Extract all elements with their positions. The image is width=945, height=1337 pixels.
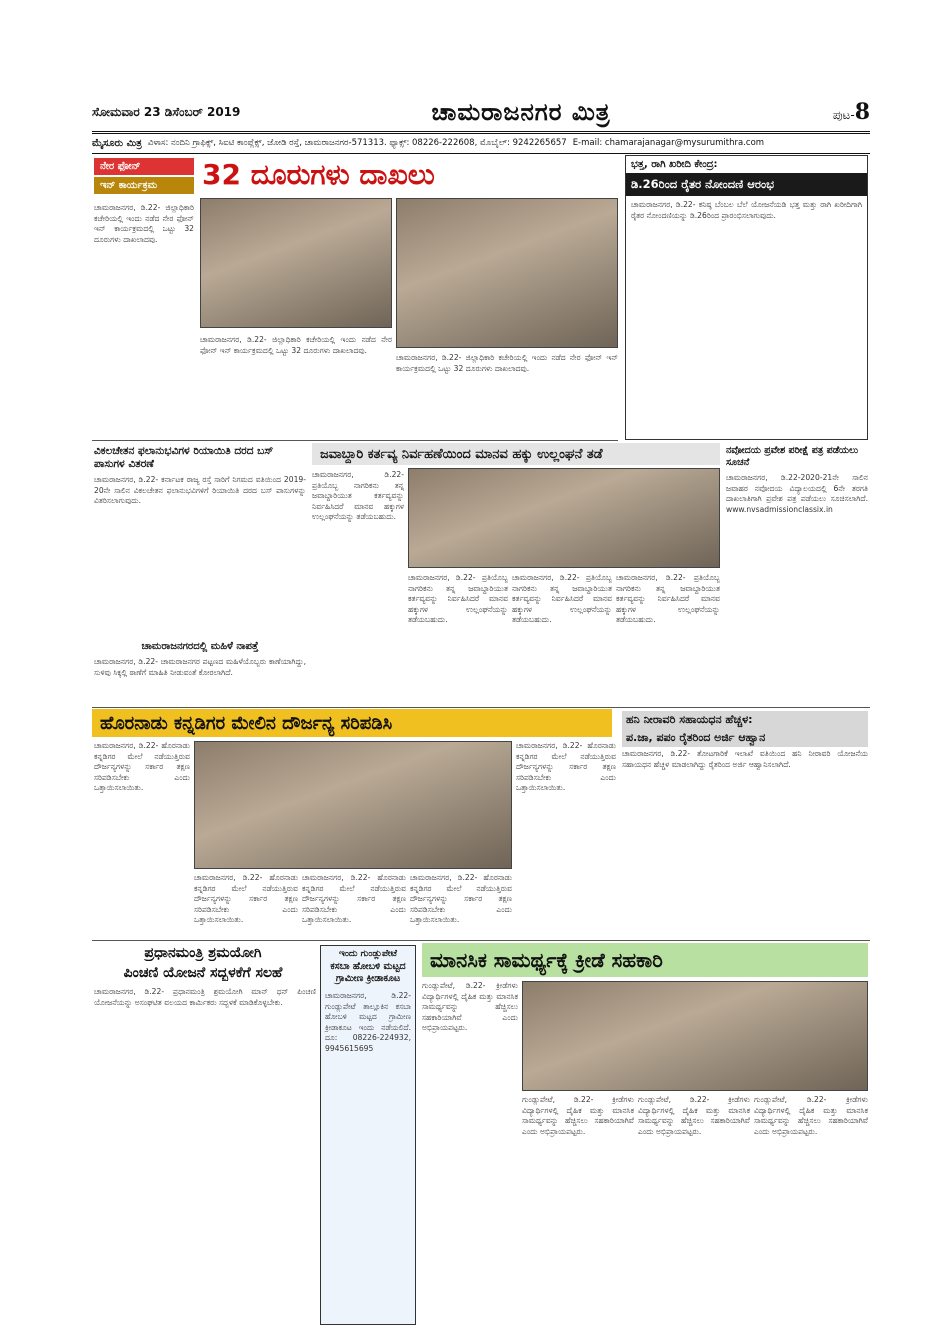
contact-rule <box>92 153 870 154</box>
honey-body: ಚಾಮರಾಜನಗರ, ಡಿ.22- ತೋಟಗಾರಿಕೆ ಇಲಾಖೆ ವತಿಯಿಂದ ಹನಿ ನೀರಾವರಿ ಯೋಜನೆಯ ಸಹಾಯಧನ ಹೆಚ್ಚಳ ಮಾಡಲಾಗಿದ್ದು ರೈತರಿಂದ ಅರ್ಜಿ ಆಹ್ವಾನಿಸಲಾಗಿದೆ. <box>622 749 868 769</box>
phone-in-tags <box>94 158 194 194</box>
address-line: ವಿಳಾಸ: ನಂದಿನಿ ಗ್ರಾಫಿಕ್ಸ್, ಸಿಐಟಿ ಕಾಂಪ್ಲೆಕ್ಸ್, ಜೋಡಿ ರಸ್ತೆ, ಚಾಮರಾಜನಗರ-571313. ಫ್ಯಾಕ್ಸ್: 08226-222608, ಮೊಬೈಲ್: 9242265657 <box>147 138 567 148</box>
missing-body: ಚಾಮರಾಜನಗರ, ಡಿ.22- ಚಾಮರಾಜನಗರ ಪಟ್ಟಣದ ಮಹಿಳೆಯೊಬ್ಬರು ಕಾಣೆಯಾಗಿದ್ದು, ಸುಳಿವು ಸಿಕ್ಕಲ್ಲಿ ಠಾಣೆಗೆ ಮಾಹಿತಿ ನೀಡುವಂತೆ ಕೋರಲಾಗಿದೆ. <box>94 657 306 677</box>
human-rights-headline: ಜವಾಬ್ದಾರಿ ಕರ್ತವ್ಯ ನಿರ್ವಹಣೆಯಿಂದ ಮಾನವ ಹಕ್ಕು ಉಲ್ಲಂಘನೆ ತಡೆ <box>312 443 720 465</box>
pension-body: ಚಾಮರಾಜನಗರ, ಡಿ.22- ಪ್ರಧಾನಮಂತ್ರಿ ಶ್ರಮಯೋಗಿ ಮಾನ್ ಧನ್ ಪಿಂಚಣಿ ಯೋಜನೆಯನ್ನು ಅಸಂಘಟಿತ ವಲಯದ ಕಾರ್ಮಿಕರು ಸದ್ಬಳಕೆ ಮಾಡಿಕೊಳ್ಳಬೇಕು. <box>94 987 316 1007</box>
horanadu-body-5: ಚಾಮರಾಜನಗರ, ಡಿ.22- ಹೊರನಾಡು ಕನ್ನಡಿಗರ ಮೇಲೆ ನಡೆಯುತ್ತಿರುವ ದೌರ್ಜನ್ಯಗಳನ್ನು ಸರ್ಕಾರ ತಕ್ಷಣ ಸರಿಪಡಿಸಬೇಕು ಎಂದು ಒತ್ತಾಯಿಸಲಾಯಿತು. <box>516 741 616 793</box>
pension-headline-2: ಪಿಂಚಣಿ ಯೋಜನೆ ಸದ್ಬಳಕೆಗೆ ಸಲಹೆ <box>123 965 283 981</box>
mental-body-3: ಗುಂಡ್ಲುಪೇಟೆ, ಡಿ.22- ಕ್ರೀಡೆಗಳು ವಿದ್ಯಾರ್ಥಿಗಳಲ್ಲಿ ದೈಹಿಕ ಮತ್ತು ಮಾನಸಿಕ ಸಾಮರ್ಥ್ಯವನ್ನು ಹೆಚ್ಚಿಸಲು ಸಹಕಾರಿಯಾಗಿವೆ ಎಂದು ಅಭಿಪ್ರಾಯಪಟ್ಟರು. <box>638 1095 750 1136</box>
masthead <box>92 95 870 129</box>
ragi-body: ಚಾಮರಾಜನಗರ, ಡಿ.22- ಕನಿಷ್ಠ ಬೆಂಬಲ ಬೆಲೆ ಯೋಜನೆಯಡಿ ಭತ್ತ ಮತ್ತು ರಾಗಿ ಖರೀದಿಗಾಗಿ ರೈತರ ನೋಂದಣಿಯನ್ನು ಡಿ.26ರಿಂದ ಪ್ರಾರಂಭಿಸಲಾಗುವುದು. <box>631 200 862 220</box>
honey-subhead: ಪ.ಜಾ, ಪಪಂ ರೈತರಿಂದ ಅರ್ಜಿ ಆಹ್ವಾನ <box>622 729 868 747</box>
divider <box>92 440 618 441</box>
phone-in-headline: 32 ದೂರುಗಳು ದಾಖಲು <box>202 158 435 191</box>
tag-phone: ನೇರ ಫೋನ್ <box>94 158 194 175</box>
pension-headline-1: ಪ್ರಧಾನಮಂತ್ರಿ ಶ್ರಮಯೋಗಿ <box>144 945 262 961</box>
sports-box <box>320 945 416 1325</box>
mental-photo <box>522 981 868 1091</box>
human-rights-photo <box>408 468 720 568</box>
phone-in-photo-2 <box>396 198 618 348</box>
navodaya-body: ಚಾಮರಾಜನಗರ, ಡಿ.22-2020-21ನೇ ಸಾಲಿನ ಜವಾಹರ ನವೋದಯ ವಿದ್ಯಾಲಯದಲ್ಲಿ 6ನೇ ತರಗತಿ ದಾಖಲಾತಿಗಾಗಿ ಪ್ರವೇಶ ಪತ್ರ ಪಡೆಯಲು ಸೂಚಿಸಲಾಗಿದೆ. www.nvsadmissionclassix.in <box>726 473 868 514</box>
phone-in-body-cont: ಚಾಮರಾಜನಗರ, ಡಿ.22- ಜಿಲ್ಲಾಧಿಕಾರಿ ಕಚೇರಿಯಲ್ಲಿ ಇಂದು ನಡೆದ ನೇರ ಫೋನ್ ಇನ್ ಕಾರ್ಯಕ್ರಮದಲ್ಲಿ ಒಟ್ಟು 32 ದೂರುಗಳು ದಾಖಲಾದವು. <box>200 335 392 355</box>
horanadu-body-4: ಚಾಮರಾಜನಗರ, ಡಿ.22- ಹೊರನಾಡು ಕನ್ನಡಿಗರ ಮೇಲೆ ನಡೆಯುತ್ತಿರುವ ದೌರ್ಜನ್ಯಗಳನ್ನು ಸರ್ಕಾರ ತಕ್ಷಣ ಸರಿಪಡಿಸಬೇಕು ಎಂದು ಒತ್ತಾಯಿಸಲಾಯಿತು. <box>410 873 512 925</box>
mental-body: ಗುಂಡ್ಲುಪೇಟೆ, ಡಿ.22- ಕ್ರೀಡೆಗಳು ವಿದ್ಯಾರ್ಥಿಗಳಲ್ಲಿ ದೈಹಿಕ ಮತ್ತು ಮಾನಸಿಕ ಸಾಮರ್ಥ್ಯವನ್ನು ಹೆಚ್ಚಿಸಲು ಸಹಕಾರಿಯಾಗಿವೆ ಎಂದು ಅಭಿಪ್ರಾಯಪಟ್ಟರು. <box>422 981 518 1033</box>
navodaya-headline: ನವೋದಯ ಪ್ರವೇಶ ಪರೀಕ್ಷೆ ಪತ್ರ ಪಡೆಯಲು ಸೂಚನೆ <box>726 445 859 468</box>
paper-logo: ಚಾಮರಾಜನಗರ ಮಿತ್ರ <box>431 98 611 126</box>
email-line: E-mail: chamarajanagar@mysurumithra.com <box>572 138 765 148</box>
phone-in-photo <box>200 198 392 328</box>
human-rights-body-2: ಚಾಮರಾಜನಗರ, ಡಿ.22- ಪ್ರತಿಯೊಬ್ಬ ನಾಗರಿಕನು ತನ್ನ ಜವಾಬ್ದಾರಿಯುತ ಕರ್ತವ್ಯವನ್ನು ನಿರ್ವಹಿಸಿದರೆ ಮಾನವ ಹಕ್ಕುಗಳ ಉಲ್ಲಂಘನೆಯನ್ನು ತಡೆಯಬಹುದು. <box>408 573 508 625</box>
ragi-box <box>625 155 868 440</box>
bus-pass-body: ಚಾಮರಾಜನಗರ, ಡಿ.22- ಕರ್ನಾಟಕ ರಾಜ್ಯ ರಸ್ತೆ ಸಾರಿಗೆ ನಿಗಮದ ವತಿಯಿಂದ 2019-20ನೇ ಸಾಲಿನ ವಿಕಲಚೇತನ ಫಲಾನುಭವಿಗಳಿಗೆ ರಿಯಾಯಿತಿ ದರದ ಬಸ್ ಪಾಸುಗಳನ್ನು ವಿತರಿಸಲಾಗುವುದು. <box>94 475 306 506</box>
human-rights-body-3: ಚಾಮರಾಜನಗರ, ಡಿ.22- ಪ್ರತಿಯೊಬ್ಬ ನಾಗರಿಕನು ತನ್ನ ಜವಾಬ್ದಾರಿಯುತ ಕರ್ತವ್ಯವನ್ನು ನಿರ್ವಹಿಸಿದರೆ ಮಾನವ ಹಕ್ಕುಗಳ ಉಲ್ಲಂಘನೆಯನ್ನು ತಡೆಯಬಹುದು. <box>512 573 612 625</box>
sports-kicker: ಇಂದು ಗುಂಡ್ಲುಪೇಟೆ <box>338 949 397 959</box>
ragi-kicker: ಭತ್ತ, ರಾಗಿ ಖರೀದಿ ಕೇಂದ್ರ: <box>631 159 718 170</box>
missing-headline: ಚಾಮರಾಜನಗರದಲ್ಲಿ ಮಹಿಳೆ ನಾಪತ್ತೆ <box>141 641 259 652</box>
page-number: ಪುಟ-8 <box>832 99 870 125</box>
horanadu-body-3: ಚಾಮರಾಜನಗರ, ಡಿ.22- ಹೊರನಾಡು ಕನ್ನಡಿಗರ ಮೇಲೆ ನಡೆಯುತ್ತಿರುವ ದೌರ್ಜನ್ಯಗಳನ್ನು ಸರ್ಕಾರ ತಕ್ಷಣ ಸರಿಪಡಿಸಬೇಕು ಎಂದು ಒತ್ತಾಯಿಸಲಾಯಿತು. <box>302 873 406 925</box>
phone-in-body-cont-2: ಚಾಮರಾಜನಗರ, ಡಿ.22- ಜಿಲ್ಲಾಧಿಕಾರಿ ಕಚೇರಿಯಲ್ಲಿ ಇಂದು ನಡೆದ ನೇರ ಫೋನ್ ಇನ್ ಕಾರ್ಯಕ್ರಮದಲ್ಲಿ ಒಟ್ಟು 32 ದೂರುಗಳು ದಾಖಲಾದವು. <box>396 353 618 373</box>
sports-body: ಚಾಮರಾಜನಗರ, ಡಿ.22- ಗುಂಡ್ಲುಪೇಟೆ ತಾಲ್ಲೂಕಿನ ಕಸಬಾ ಹೋಬಳಿ ಮಟ್ಟದ ಗ್ರಾಮೀಣ ಕ್ರೀಡಾಕೂಟ ಇಂದು ನಡೆಯಲಿದೆ. ದೂ: 08226-224932, 9945615695 <box>325 991 411 1053</box>
phone-in-body: ಚಾಮರಾಜನಗರ, ಡಿ.22- ಜಿಲ್ಲಾಧಿಕಾರಿ ಕಚೇರಿಯಲ್ಲಿ ಇಂದು ನಡೆದ ನೇರ ಫೋನ್ ಇನ್ ಕಾರ್ಯಕ್ರಮದಲ್ಲಿ ಒಟ್ಟು 32 ದೂರುಗಳು ದಾಖಲಾದವು. <box>94 203 194 244</box>
bus-pass-headline: ವಿಕಲಚೇತನ ಫಲಾನುಭವಿಗಳ ರಿಯಾಯಿತಿ ದರದ ಬಸ್ ಪಾಸುಗಳ ವಿತರಣೆ <box>94 445 274 470</box>
tag-programme: ಇನ್ ಕಾರ್ಯಕ್ರಮ <box>94 177 194 194</box>
divider <box>92 707 870 708</box>
brand-name: ಮೈಸೂರು ಮಿತ್ರ <box>92 137 142 149</box>
honey-headline: ಹನಿ ನೀರಾವರಿ ಸಹಾಯಧನ ಹೆಚ್ಚಳ: <box>622 711 868 729</box>
horanadu-body: ಚಾಮರಾಜನಗರ, ಡಿ.22- ಹೊರನಾಡು ಕನ್ನಡಿಗರ ಮೇಲೆ ನಡೆಯುತ್ತಿರುವ ದೌರ್ಜನ್ಯಗಳನ್ನು ಸರ್ಕಾರ ತಕ್ಷಣ ಸರಿಪಡಿಸಬೇಕು ಎಂದು ಒತ್ತಾಯಿಸಲಾಯಿತು. <box>94 741 190 793</box>
contact-bar <box>92 135 870 151</box>
horanadu-body-2: ಚಾಮರಾಜನಗರ, ಡಿ.22- ಹೊರನಾಡು ಕನ್ನಡಿಗರ ಮೇಲೆ ನಡೆಯುತ್ತಿರುವ ದೌರ್ಜನ್ಯಗಳನ್ನು ಸರ್ಕಾರ ತಕ್ಷಣ ಸರಿಪಡಿಸಬೇಕು ಎಂದು ಒತ್ತಾಯಿಸಲಾಯಿತು. <box>194 873 298 925</box>
divider <box>92 940 870 941</box>
mental-headline: ಮಾನಸಿಕ ಸಾಮರ್ಥ್ಯಕ್ಕೆ ಕ್ರೀಡೆ ಸಹಕಾರಿ <box>422 943 868 977</box>
horanadu-headline: ಹೊರನಾಡು ಕನ್ನಡಿಗರ ಮೇಲಿನ ದೌರ್ಜನ್ಯ ಸರಿಪಡಿಸಿ <box>92 709 612 737</box>
masthead-rule <box>92 131 870 134</box>
human-rights-body-4: ಚಾಮರಾಜನಗರ, ಡಿ.22- ಪ್ರತಿಯೊಬ್ಬ ನಾಗರಿಕನು ತನ್ನ ಜವಾಬ್ದಾರಿಯುತ ಕರ್ತವ್ಯವನ್ನು ನಿರ್ವಹಿಸಿದರೆ ಮಾನವ ಹಕ್ಕುಗಳ ಉಲ್ಲಂಘನೆಯನ್ನು ತಡೆಯಬಹುದು. <box>616 573 720 625</box>
newspaper-page <box>92 95 870 1325</box>
mental-body-2: ಗುಂಡ್ಲುಪೇಟೆ, ಡಿ.22- ಕ್ರೀಡೆಗಳು ವಿದ್ಯಾರ್ಥಿಗಳಲ್ಲಿ ದೈಹಿಕ ಮತ್ತು ಮಾನಸಿಕ ಸಾಮರ್ಥ್ಯವನ್ನು ಹೆಚ್ಚಿಸಲು ಸಹಕಾರಿಯಾಗಿವೆ ಎಂದು ಅಭಿಪ್ರಾಯಪಟ್ಟರು. <box>522 1095 634 1136</box>
human-rights-body: ಚಾಮರಾಜನಗರ, ಡಿ.22- ಪ್ರತಿಯೊಬ್ಬ ನಾಗರಿಕನು ತನ್ನ ಜವಾಬ್ದಾರಿಯುತ ಕರ್ತವ್ಯವನ್ನು ನಿರ್ವಹಿಸಿದರೆ ಮಾನವ ಹಕ್ಕುಗಳ ಉಲ್ಲಂಘನೆಯನ್ನು ತಡೆಯಬಹುದು. <box>312 470 404 522</box>
issue-date: ಸೋಮವಾರ 23 ಡಿಸೆಂಬರ್ 2019 <box>92 104 241 119</box>
horanadu-photo <box>194 741 512 869</box>
sports-headline: ಕಸಬಾ ಹೋಬಳಿ ಮಟ್ಟದ ಗ್ರಾಮೀಣ ಕ್ರೀಡಾಕೂಟ <box>330 961 406 984</box>
mental-body-4: ಗುಂಡ್ಲುಪೇಟೆ, ಡಿ.22- ಕ್ರೀಡೆಗಳು ವಿದ್ಯಾರ್ಥಿಗಳಲ್ಲಿ ದೈಹಿಕ ಮತ್ತು ಮಾನಸಿಕ ಸಾಮರ್ಥ್ಯವನ್ನು ಹೆಚ್ಚಿಸಲು ಸಹಕಾರಿಯಾಗಿವೆ ಎಂದು ಅಭಿಪ್ರಾಯಪಟ್ಟರು. <box>754 1095 868 1136</box>
ragi-headline: ಡಿ.26ರಿಂದ ರೈತರ ನೋಂದಣಿ ಆರಂಭ <box>626 173 867 196</box>
